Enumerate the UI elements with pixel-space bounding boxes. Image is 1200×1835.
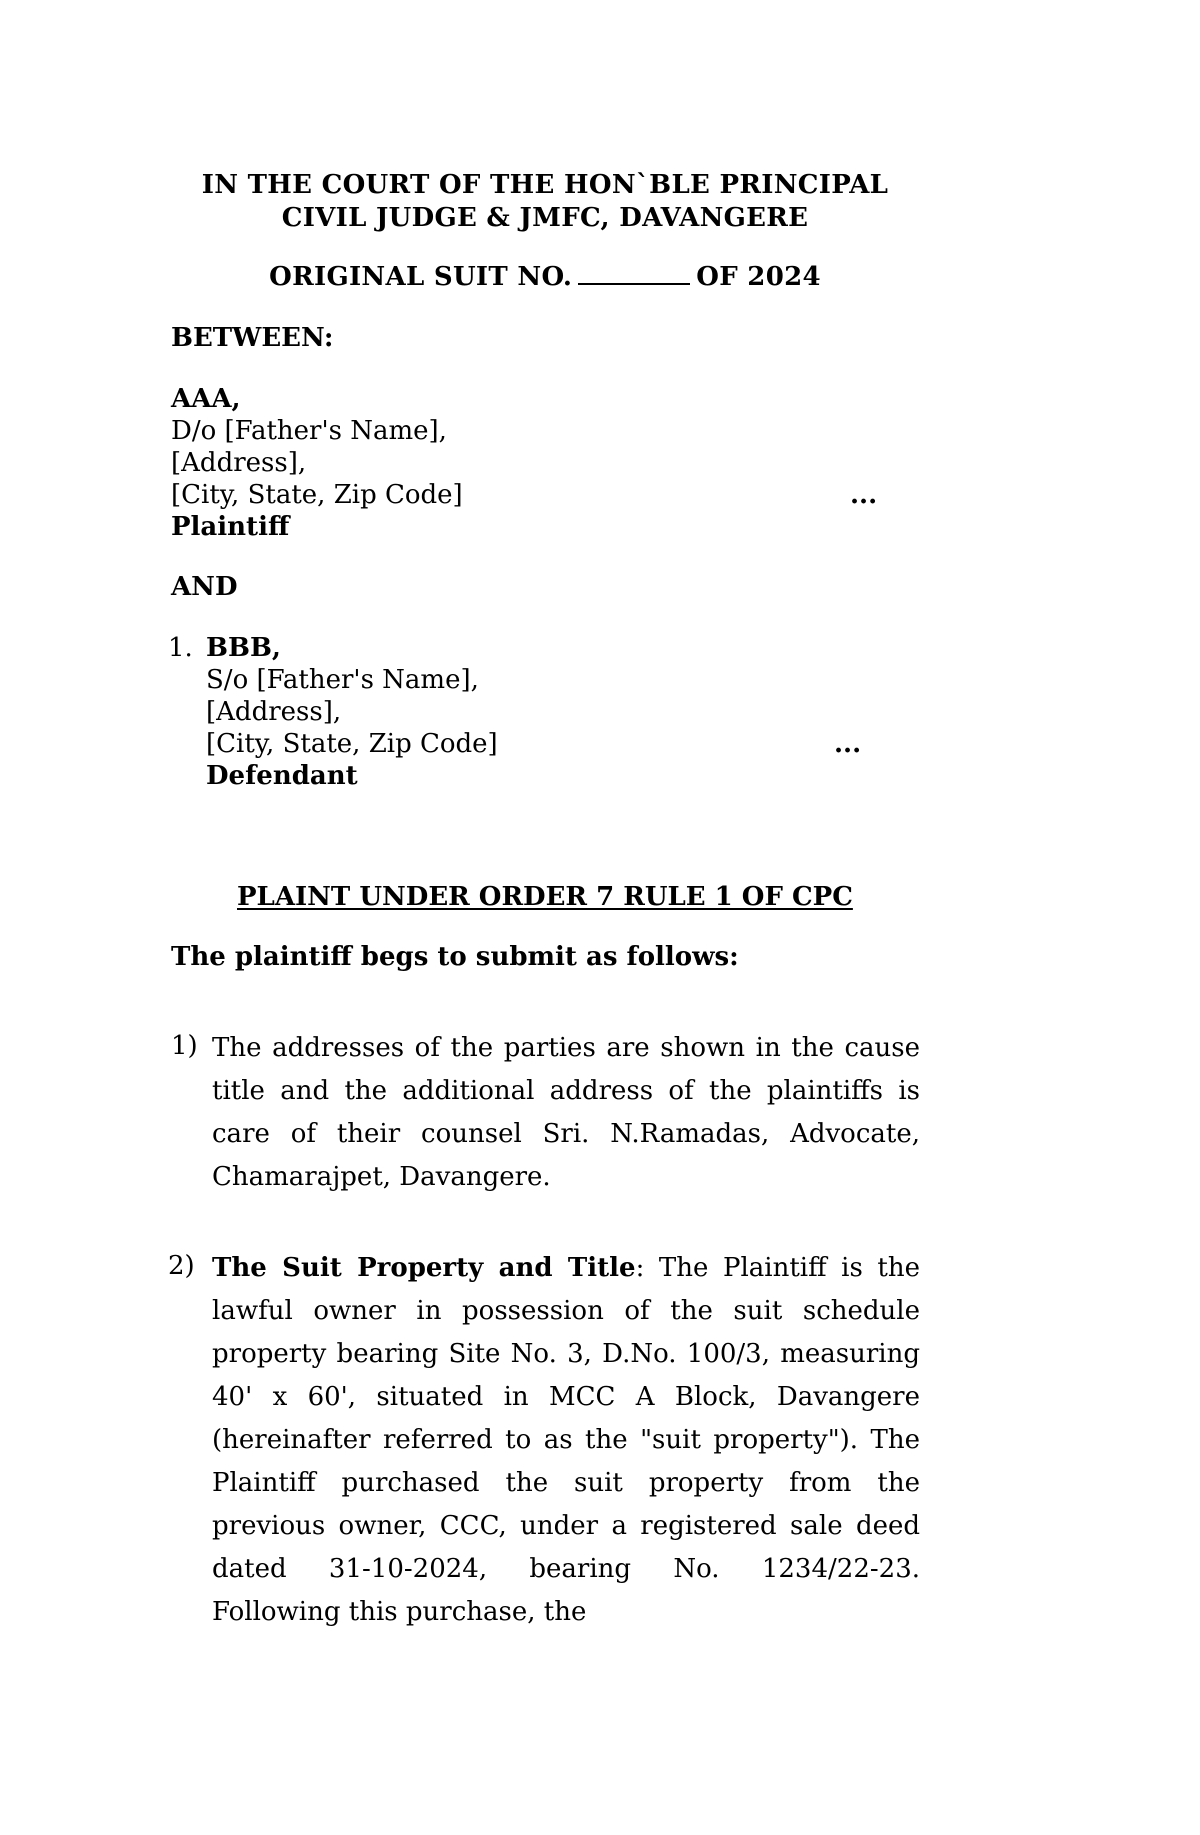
defendant-name: BBB, — [206, 633, 281, 663]
between-label: BETWEEN: — [171, 323, 334, 353]
suit-number-suffix: OF 2024 — [696, 262, 821, 292]
defendant-relation: S/o [Father's Name], — [206, 665, 479, 695]
intro-line: The plaintiff begs to submit as follows: — [171, 942, 739, 972]
suit-number-blank — [578, 263, 690, 285]
paragraph-2-body: : The Plaintiff is the lawful owner in possession of the suit schedule property bearing Site No. 3, D.No. 100/3, measuring 40' x 60', situated in MCC A Block, Davangere (hereinafter referred to as the "suit property"). The Plaintiff purchased the suit property from the previous owner, CCC, under a registered sale deed dated 31-10-2024, bearing No. 1234/22-23. Following this purchase, the — [212, 1253, 921, 1627]
suit-number — [0, 262, 1090, 292]
defendant-number: 1. — [168, 633, 193, 663]
suit-number-prefix: ORIGINAL SUIT NO. — [269, 262, 573, 292]
and-label: AND — [171, 572, 238, 602]
plaintiff-address: [Address], — [171, 448, 307, 478]
paragraph-1-body: The addresses of the parties are shown in the cause title and the additional address of the plaintiffs is care of their counsel Sri. N.Ramadas, Advocate, Chamarajpet, Davangere. — [212, 1033, 920, 1192]
plaintiff-city: [City, State, Zip Code] — [171, 480, 463, 510]
defendant-dots: ... — [834, 729, 862, 759]
paragraph-2-heading: The Suit Property and Title — [212, 1253, 636, 1283]
plaintiff-dots: ... — [850, 480, 878, 510]
defendant-address: [Address], — [206, 697, 342, 727]
plaintiff-role: Plaintiff — [171, 512, 290, 542]
defendant-city: [City, State, Zip Code] — [206, 729, 498, 759]
defendant-role: Defendant — [206, 761, 358, 791]
paragraph-1-number: 1) — [171, 1031, 198, 1061]
court-heading-line1: IN THE COURT OF THE HON`BLE PRINCIPAL — [201, 170, 889, 200]
plaintiff-name: AAA, — [171, 384, 241, 414]
plaint-title: PLAINT UNDER ORDER 7 RULE 1 OF CPC — [237, 882, 853, 912]
paragraph-2-text — [212, 1247, 920, 1634]
paragraph-2-number: 2) — [168, 1251, 195, 1281]
plaintiff-relation: D/o [Father's Name], — [171, 416, 447, 446]
court-heading-line2: CIVIL JUDGE & JMFC, DAVANGERE — [281, 203, 809, 233]
paragraph-1-text — [212, 1027, 920, 1199]
